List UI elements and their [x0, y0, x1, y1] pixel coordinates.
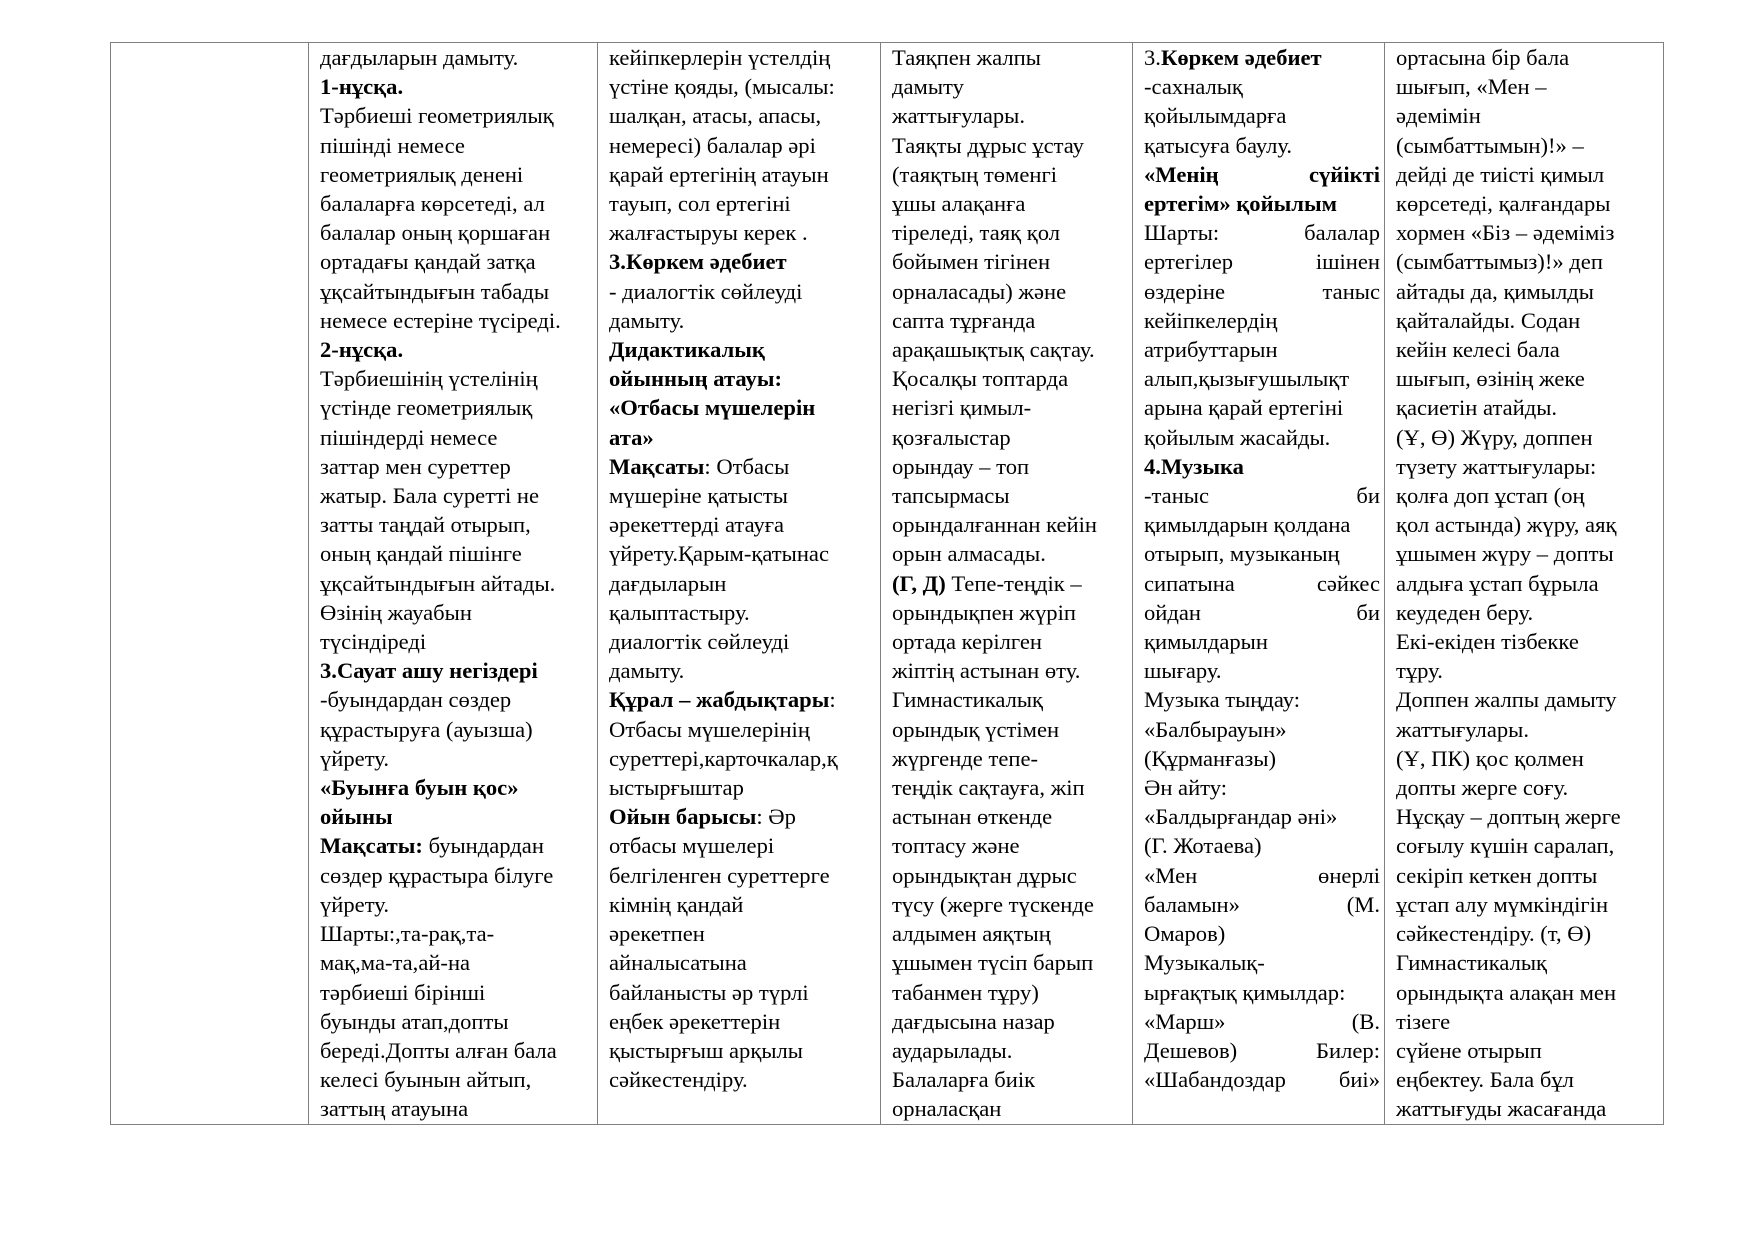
text-line: түзету жаттығулары:: [1396, 453, 1597, 479]
text-line: заттар мен суреттер: [320, 453, 511, 479]
table-cell-activities-col-1: [309, 43, 598, 1125]
justified-line: [1144, 1065, 1380, 1094]
text-line: негізгі қимыл-: [892, 395, 1032, 421]
text-line: орындалғаннан кейін: [892, 512, 1098, 538]
heading-line: 1-нұсқа.: [320, 74, 404, 100]
text-line: шығып, өзінің жеке: [1396, 366, 1585, 392]
text-line: суреттері,карточкалар,қ: [609, 745, 838, 771]
text-line: тапсырмасы: [892, 483, 1010, 509]
text-line: мақ,ма-та,ай-на: [320, 950, 471, 976]
justified-line: [1144, 1036, 1380, 1065]
text-line: отырып, музыканың: [1144, 541, 1340, 567]
text-line: балалар оның қоршаған: [320, 220, 551, 246]
text-line: қыстырғыш арқылы: [609, 1037, 803, 1063]
text-word: сәйкес: [1316, 570, 1380, 596]
justified-line: [1144, 569, 1380, 598]
text-line: үстіне қояды, (мысалы:: [609, 74, 835, 100]
text-line: пішінді немесе: [320, 132, 465, 158]
text-line: немересі) балалар әрі: [609, 132, 816, 158]
text-run: Тепе-теңдік –: [945, 570, 1082, 596]
text-line: қойылымдарға: [1144, 103, 1287, 129]
text-line: пішіндерді немесе: [320, 424, 498, 450]
text-line: дамыту.: [609, 658, 685, 684]
justified-line: [1144, 160, 1380, 189]
text-line: заттың атауына: [320, 1096, 469, 1122]
text-line: отбасы мүшелері: [609, 833, 775, 859]
text-line: оның қандай пішінге: [320, 541, 522, 567]
text-line: секіріп кеткен допты: [1396, 862, 1598, 888]
text-run: 3.: [1144, 45, 1161, 70]
text-line: -буындардан сөздер: [320, 687, 512, 713]
text-line: дағдыларын дамыту.: [320, 45, 519, 70]
table-cell-empty: [111, 43, 309, 1125]
text-line: еңбек әрекеттерін: [609, 1008, 781, 1034]
text-run: Ойын барысы: [609, 804, 757, 830]
text-line: орналасады) және: [892, 278, 1067, 304]
text-line: хормен «Біз – әдеміміз: [1396, 220, 1615, 246]
text-line: түсу (жерге түскенде: [892, 891, 1094, 917]
text-line: (Г. Жотаева): [1144, 833, 1262, 859]
justified-line: [1144, 481, 1380, 510]
text-line: «Балдырғандар әні»: [1144, 804, 1338, 830]
text-word: баламын»: [1144, 891, 1240, 917]
text-line: байланысты әр түрлі: [609, 979, 809, 1005]
text-word: би: [1356, 599, 1380, 625]
text-line: дағдыларын: [609, 570, 727, 596]
text-line: атрибуттарын: [1144, 337, 1278, 363]
text-line: Омаров): [1144, 921, 1226, 947]
text-line: шығару.: [1144, 658, 1222, 684]
text-line: (Құрманғазы): [1144, 745, 1277, 771]
text-run: Мақсаты: [609, 453, 705, 479]
text-line: ұшымен түсіп барып: [892, 950, 1094, 976]
heading-line: ойынның атауы:: [609, 366, 782, 392]
text-line: Шарты:,та-рақ,та-: [320, 921, 495, 947]
text-line: сүйене отырып: [1396, 1037, 1542, 1063]
text-line: кімнің қандай: [609, 891, 744, 917]
justified-line: [1144, 890, 1380, 919]
justified-line: [1144, 861, 1380, 890]
text-line: бойымен тігінен: [892, 249, 1051, 275]
text-line: Тәрбиеші геометриялық: [320, 103, 554, 129]
heading-line: ойыны: [320, 804, 393, 830]
text-line: Таяқпен жалпы: [892, 45, 1041, 70]
text-line: орындықпен жүріп: [892, 599, 1076, 625]
text-line: орын алмасады.: [892, 541, 1046, 567]
text-line: ортасына бір бала: [1396, 45, 1570, 70]
text-line: қарай ертегінің атауын: [609, 161, 829, 187]
text-line: кейіпкерлерін үстелдің: [609, 45, 831, 70]
heading-line: 3.Сауат ашу негіздері: [320, 658, 538, 684]
text-line: затты таңдай отырып,: [320, 512, 531, 538]
text-line: қайталайды. Содан: [1396, 307, 1581, 333]
text-line: арына қарай ертегіні: [1144, 395, 1344, 421]
justified-line: [1144, 598, 1380, 627]
text-line: ортада керілген: [892, 629, 1043, 655]
table-row: [111, 43, 1664, 1125]
text-line: орындау – топ: [892, 453, 1030, 479]
text-line: айналысатына: [609, 950, 747, 976]
text-line: сәйкестендіру. (т, Ө): [1396, 921, 1592, 947]
text-word: ертегілер: [1144, 249, 1234, 275]
heading-line: ата»: [609, 424, 654, 450]
text-line: алдымен аяқтың: [892, 921, 1051, 947]
table-cell-activities-col-2: [598, 43, 881, 1125]
text-line: береді.Допты алған бала: [320, 1037, 557, 1063]
text-line: түсіндіреді: [320, 629, 427, 655]
text-word: «Мен: [1144, 862, 1198, 888]
text-line: «Балбырауын»: [1144, 716, 1287, 742]
text-line: тәрбиеші бірінші: [320, 979, 486, 1005]
text-line: Отбасы мүшелерінің: [609, 716, 810, 742]
text-line: ұшымен жүру – допты: [1396, 541, 1614, 567]
text-word: өздеріне: [1144, 278, 1226, 304]
document-page: [110, 42, 1663, 1122]
text-line: мүшеріне қатысты: [609, 483, 788, 509]
text-line: (таяқтың төменгі: [892, 161, 1057, 187]
text-line: жүргенде тепе-: [892, 745, 1039, 771]
text-line: ұқсайтындығын айтады.: [320, 570, 556, 596]
text-line: алдыға ұстап бұрыла: [1396, 570, 1599, 596]
text-line: Ән айту:: [1144, 775, 1228, 801]
text-line: үстінде геометриялық: [320, 395, 533, 421]
text-line: тізеге: [1396, 1008, 1451, 1034]
text-line: Таяқты дұрыс ұстау: [892, 132, 1084, 158]
text-line: қолға доп ұстап (оң: [1396, 483, 1585, 509]
text-line: астынан өткенде: [892, 804, 1053, 830]
text-line: -сахналық: [1144, 74, 1243, 100]
text-line: орындықтан дұрыс: [892, 862, 1077, 888]
heading-line: 2-нұсқа.: [320, 337, 404, 363]
text-run: Көркем әдебиет: [1160, 45, 1322, 70]
text-line: дейді де тиісті қимыл: [1396, 161, 1605, 187]
text-run: Құрал – жабдықтары: [609, 687, 830, 713]
text-run: (Г, Д): [892, 570, 946, 596]
text-line: Музыка тыңдау:: [1144, 687, 1301, 713]
text-line: қатысуға баулу.: [1144, 132, 1293, 158]
text-line: сапта тұрғанда: [892, 307, 1036, 333]
text-line: геометриялық денені: [320, 161, 524, 187]
text-line: құрастыруға (ауызша): [320, 716, 533, 742]
text-line: тұру.: [1396, 658, 1443, 684]
text-line: Тәрбиешінің үстелінің: [320, 366, 538, 392]
text-word: Дешевов): [1144, 1037, 1238, 1063]
text-line: (сымбаттымыз)!» деп: [1396, 249, 1603, 275]
text-word: ойдан: [1144, 599, 1202, 625]
table-cell-activities-col-4: [1133, 43, 1385, 1125]
text-line: еңбектеу. Бала бұл: [1396, 1067, 1574, 1093]
text-line: ырғақтық қимылдар:: [1144, 979, 1346, 1005]
text-line: дағдысына назар: [892, 1008, 1055, 1034]
text-line: Музыкалық-: [1144, 950, 1265, 976]
text-word: «Марш»: [1144, 1008, 1226, 1034]
table-cell-activities-col-3: [881, 43, 1133, 1125]
table-cell-activities-col-5: [1385, 43, 1664, 1125]
text-line: - диалогтік сөйлеуді: [609, 278, 803, 304]
text-line: табанмен тұру): [892, 979, 1039, 1005]
text-line: (Ұ, Ө) Жүру, доппен: [1396, 424, 1593, 450]
text-line: белгіленген суреттерге: [609, 862, 830, 888]
text-line: әрекеттерді атауға: [609, 512, 785, 538]
text-line: жіптің астынан өту.: [892, 658, 1081, 684]
text-line: кейіпкелердің: [1144, 307, 1278, 333]
text-run: : Әр: [756, 804, 796, 830]
text-word: «Менің: [1144, 161, 1219, 187]
text-line: қозғалыстар: [892, 424, 1011, 450]
text-line: сөздер құрастыра білуге: [320, 862, 554, 888]
text-word: таныс: [1322, 278, 1380, 304]
text-line: орындықта алақан мен: [1396, 979, 1617, 1005]
justified-line: [1144, 277, 1380, 306]
text-line: Балаларға биік: [892, 1067, 1036, 1093]
text-line: [892, 569, 1128, 598]
heading-line: 3.Көркем әдебиет: [609, 249, 787, 275]
text-line: Гимнастикалық: [892, 687, 1043, 713]
text-line: дамыту: [892, 74, 964, 100]
text-line: үйрету.Қарым-қатынас: [609, 541, 829, 567]
text-line: ұқсайтындығын табады: [320, 278, 550, 304]
text-line: соғылу күшін саралап,: [1396, 833, 1615, 859]
text-line: [1144, 43, 1380, 72]
justified-line: [1144, 1007, 1380, 1036]
text-run: Мақсаты:: [320, 833, 423, 859]
text-line: көрсетеді, қалғандары: [1396, 191, 1611, 217]
text-line: Өзінің жауабын: [320, 599, 472, 625]
text-line: ортадағы қандай затқа: [320, 249, 536, 275]
text-word: (М.: [1346, 891, 1380, 917]
text-line: үйрету.: [320, 745, 389, 771]
text-word: -таныс: [1144, 483, 1210, 509]
text-line: Нұсқау – доптың жерге: [1396, 804, 1621, 830]
text-line: жалғастыруы керек .: [609, 220, 808, 246]
text-word: өнерлі: [1318, 862, 1380, 888]
text-word: Шарты:: [1144, 220, 1220, 246]
text-line: орындық үстімен: [892, 716, 1060, 742]
text-line: ұшы алақанға: [892, 191, 1026, 217]
text-line: қимылдарын қолдана: [1144, 512, 1351, 538]
text-word: биі»: [1338, 1067, 1380, 1093]
text-line: аударылады.: [892, 1037, 1013, 1063]
text-line: кейін келесі бала: [1396, 337, 1560, 363]
text-word: ішінен: [1315, 249, 1380, 275]
text-line: жатыр. Бала суретті не: [320, 483, 539, 509]
text-line: тіреледі, таяқ қол: [892, 220, 1060, 246]
text-word: сүйікті: [1308, 161, 1380, 187]
text-line: әдемімін: [1396, 103, 1481, 129]
text-word: Билер:: [1316, 1037, 1380, 1063]
text-line: сәйкестендіру.: [609, 1067, 748, 1093]
text-run: :: [829, 687, 836, 713]
text-line: арақашықтық сақтау.: [892, 337, 1095, 363]
text-word: балалар: [1304, 220, 1380, 246]
text-run: буындардан: [422, 833, 544, 859]
text-line: қасиетін атайды.: [1396, 395, 1558, 421]
justified-line: [1144, 247, 1380, 276]
text-line: Доппен жалпы дамыту: [1396, 687, 1617, 713]
text-line: [609, 685, 876, 714]
text-line: теңдік сақтауға, жіп: [892, 775, 1085, 801]
text-run: : Отбасы: [704, 453, 790, 479]
text-line: кеудеден беру.: [1396, 599, 1534, 625]
text-line: (сымбаттымын)!» –: [1396, 132, 1584, 158]
text-line: [609, 802, 876, 831]
heading-line: «Отбасы мүшелерін: [609, 395, 816, 421]
text-line: қимылдарын: [1144, 629, 1268, 655]
heading-line: ертегім» қойылым: [1144, 191, 1337, 217]
text-line: дамыту.: [609, 307, 685, 333]
text-line: келесі буынын айтып,: [320, 1067, 532, 1093]
text-word: сипатына: [1144, 570, 1235, 596]
text-line: тауып, сол ертегіні: [609, 191, 791, 217]
text-line: шалқан, атасы, апасы,: [609, 103, 822, 129]
justified-line: [1144, 218, 1380, 247]
text-line: әрекетпен: [609, 921, 705, 947]
text-line: диалогтік сөйлеуді: [609, 629, 790, 655]
text-line: топтасу және: [892, 833, 1020, 859]
text-line: немесе естеріне түсіреді.: [320, 307, 561, 333]
lesson-plan-table: [110, 42, 1664, 1125]
text-word: (В.: [1351, 1008, 1380, 1034]
text-line: алып,қызығушылықт: [1144, 366, 1350, 392]
heading-line: 4.Музыка: [1144, 453, 1244, 479]
heading-line: Дидактикалық: [609, 337, 765, 363]
text-line: (Ұ, ПК) қос қолмен: [1396, 745, 1584, 771]
text-line: балаларға көрсетеді, ал: [320, 191, 545, 217]
text-line: жаттығулары.: [892, 103, 1025, 129]
text-line: Екі-екіден тізбекке: [1396, 629, 1579, 655]
text-line: үйрету.: [320, 891, 389, 917]
text-word: би: [1356, 483, 1380, 509]
heading-line: «Буынға буын қос»: [320, 775, 519, 801]
text-line: [320, 831, 593, 860]
text-line: ұстап алу мүмкіндігін: [1396, 891, 1609, 917]
text-line: допты жерге соғу.: [1396, 775, 1569, 801]
text-line: айтады да, қимылды: [1396, 278, 1594, 304]
text-line: қалыптастыру.: [609, 599, 750, 625]
text-line: жаттығулары.: [1396, 716, 1529, 742]
text-line: [609, 452, 876, 481]
text-line: ыстырғыштар: [609, 775, 744, 801]
text-line: шығып, «Мен –: [1396, 74, 1547, 100]
text-line: буынды атап,допты: [320, 1008, 509, 1034]
text-line: жаттығуды жасағанда: [1396, 1096, 1607, 1122]
text-word: «Шабандоздар: [1144, 1067, 1286, 1093]
text-line: Қосалқы топтарда: [892, 366, 1069, 392]
text-line: Гимнастикалық: [1396, 950, 1547, 976]
text-line: орналасқан: [892, 1096, 1002, 1122]
text-line: қол астында) жүру, аяқ: [1396, 512, 1617, 538]
text-line: қойылым жасайды.: [1144, 424, 1331, 450]
